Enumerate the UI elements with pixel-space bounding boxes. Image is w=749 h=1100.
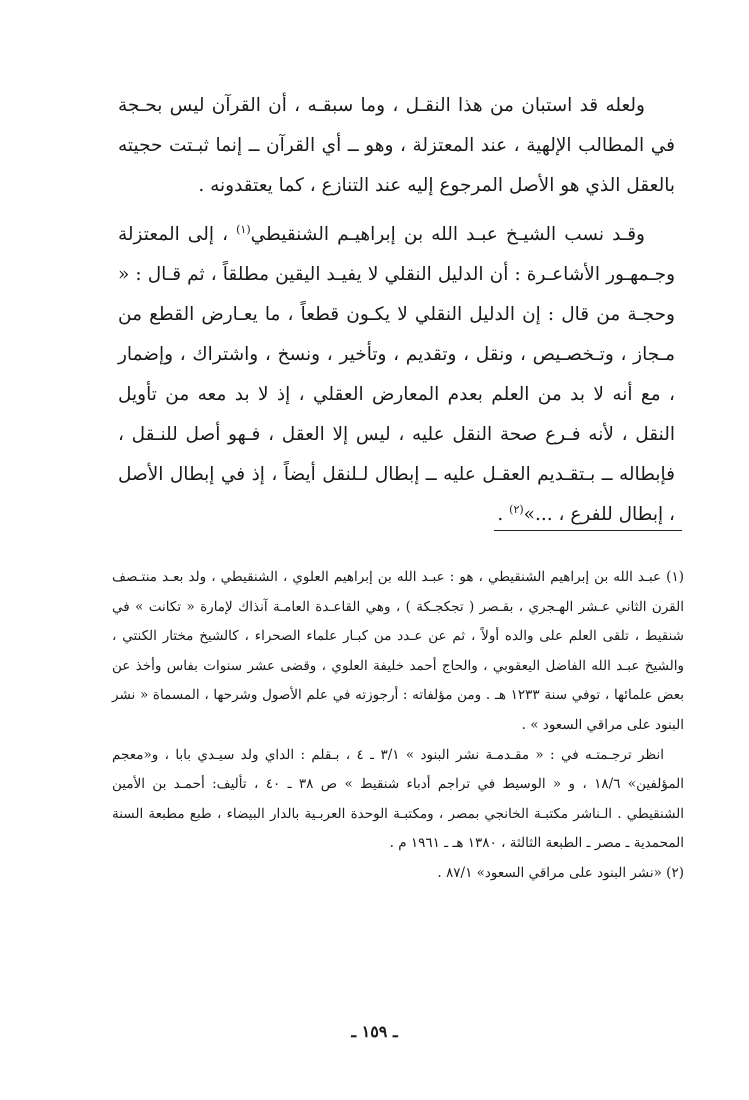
main-text xyxy=(118,86,675,535)
page-number: ـ ١٥٩ ـ xyxy=(351,1022,398,1041)
footnote-1-text: عبـد الله بن إبراهيم الشنقيطي ، هو : عبـد الله بن إبراهيم العلوي ، الشنقيطي ، ولد بعـد منتـصف القرن الثاني عـشر الهـجري ، بقـصر ( تجكجـكة ) ، وهي القاعـدة العامـة آنذاك لإمارة « تكانت » في شنقيط ، تلقى العلم على والده أولاً ، ثم عن عـدد من كبـار علماء الصحراء ، كالشيخ مختار الكنتي ، والشيخ عبـد الله الفاضل اليعقوبي ، والحاج أحمد خليفة العلوي ، وقضى عشر سنوات بفاس وأخذ عن بعض علمائها ، توفي سنة ١٢٣٣ هـ . ومن مؤلفاته : أرجوزته في علم الأصول وشرحها ، المسماة « نشر البنود على مراقي السعود » . xyxy=(112,569,684,733)
paragraph-2-body: ، إلى المعتزلة وجـمهـور الأشاعـرة : أن الدليل النقلي لا يفيـد اليقين مطلقاً ، ثم قـال : « وحجـة من قال : إن الدليل النقلي لا يكـون قطعاً ، ما يعـارض القطع من مـجاز ، وتـخصـيص ، ونقل ، وتقديم ، وتأخير ، ونسخ ، واشتراك ، وإضمار ، مع أنه لا بد من العلم بعدم المعارض العقلي ، إذ لا بد معه من تأويل النقل ، لأنه فـرع صحة النقل عليه ، ليس إلا العقل ، فـهو أصل للنـقل ، فإبطاله ــ بـتقـديم العقـل عليه ــ إبطال لـلنقل أيضاً ، إذ في إبطال الأصل ، إبطال للفرع ، ...» xyxy=(118,224,675,525)
footnote-ref-1: (١) xyxy=(236,222,251,236)
paragraph-2-start: وقـد نسب الشيـخ عبـد الله بن إبراهيـم الشنقيطي xyxy=(250,224,645,245)
footnote-ref-2: (٢) xyxy=(509,502,524,516)
footnote-2-text: «نشر البنود على مراقي السعود» ٨٧/١ . xyxy=(437,864,662,881)
footnotes xyxy=(112,563,684,889)
footnote-1-continuation: انظر ترجـمتـه في : « مقـدمـة نشر البنود » ٣/١ ـ ٤ ، بـقلم : الداي ولد سيـدي بابا ، و«معجم المؤلفين» ١٨/٦ ، و « الوسيط في تراجم أدباء شنقيط » ص ٣٨ ـ ٤٠ ، تأليف: أحمـد بن الأمين الشنقيطي . الـناشر مكتبـة الخانجي بمصر ، ومكتبـة الوحدة العربـية بالدار البيضاء ، طبع مطبعة السنة المحمدية ـ مصر ـ الطبعة الثالثة ، ١٣٨٠ هـ ـ ١٩٦١ م . xyxy=(112,746,685,852)
paragraph-2 xyxy=(118,215,675,535)
footnote-1 xyxy=(112,563,684,741)
footnote-2-number: (٢) xyxy=(666,864,684,881)
footnote-1-number: (١) xyxy=(666,569,684,585)
paragraph-2-end: . xyxy=(497,504,510,525)
paragraph-1: ولعله قد استبان من هذا النقـل ، وما سبقـه ، أن القرآن ليس بحـجة في المطالب الإلهية ، عند المعتزلة ، وهو ــ أي القرآن ــ إنما ثبـتت حجيته بالعقل الذي هو الأصل المرجوع إليه عند التنازع ، كما يعتقدونه . xyxy=(118,95,675,196)
footnote-separator xyxy=(494,530,682,531)
footnote-2 xyxy=(112,859,684,889)
